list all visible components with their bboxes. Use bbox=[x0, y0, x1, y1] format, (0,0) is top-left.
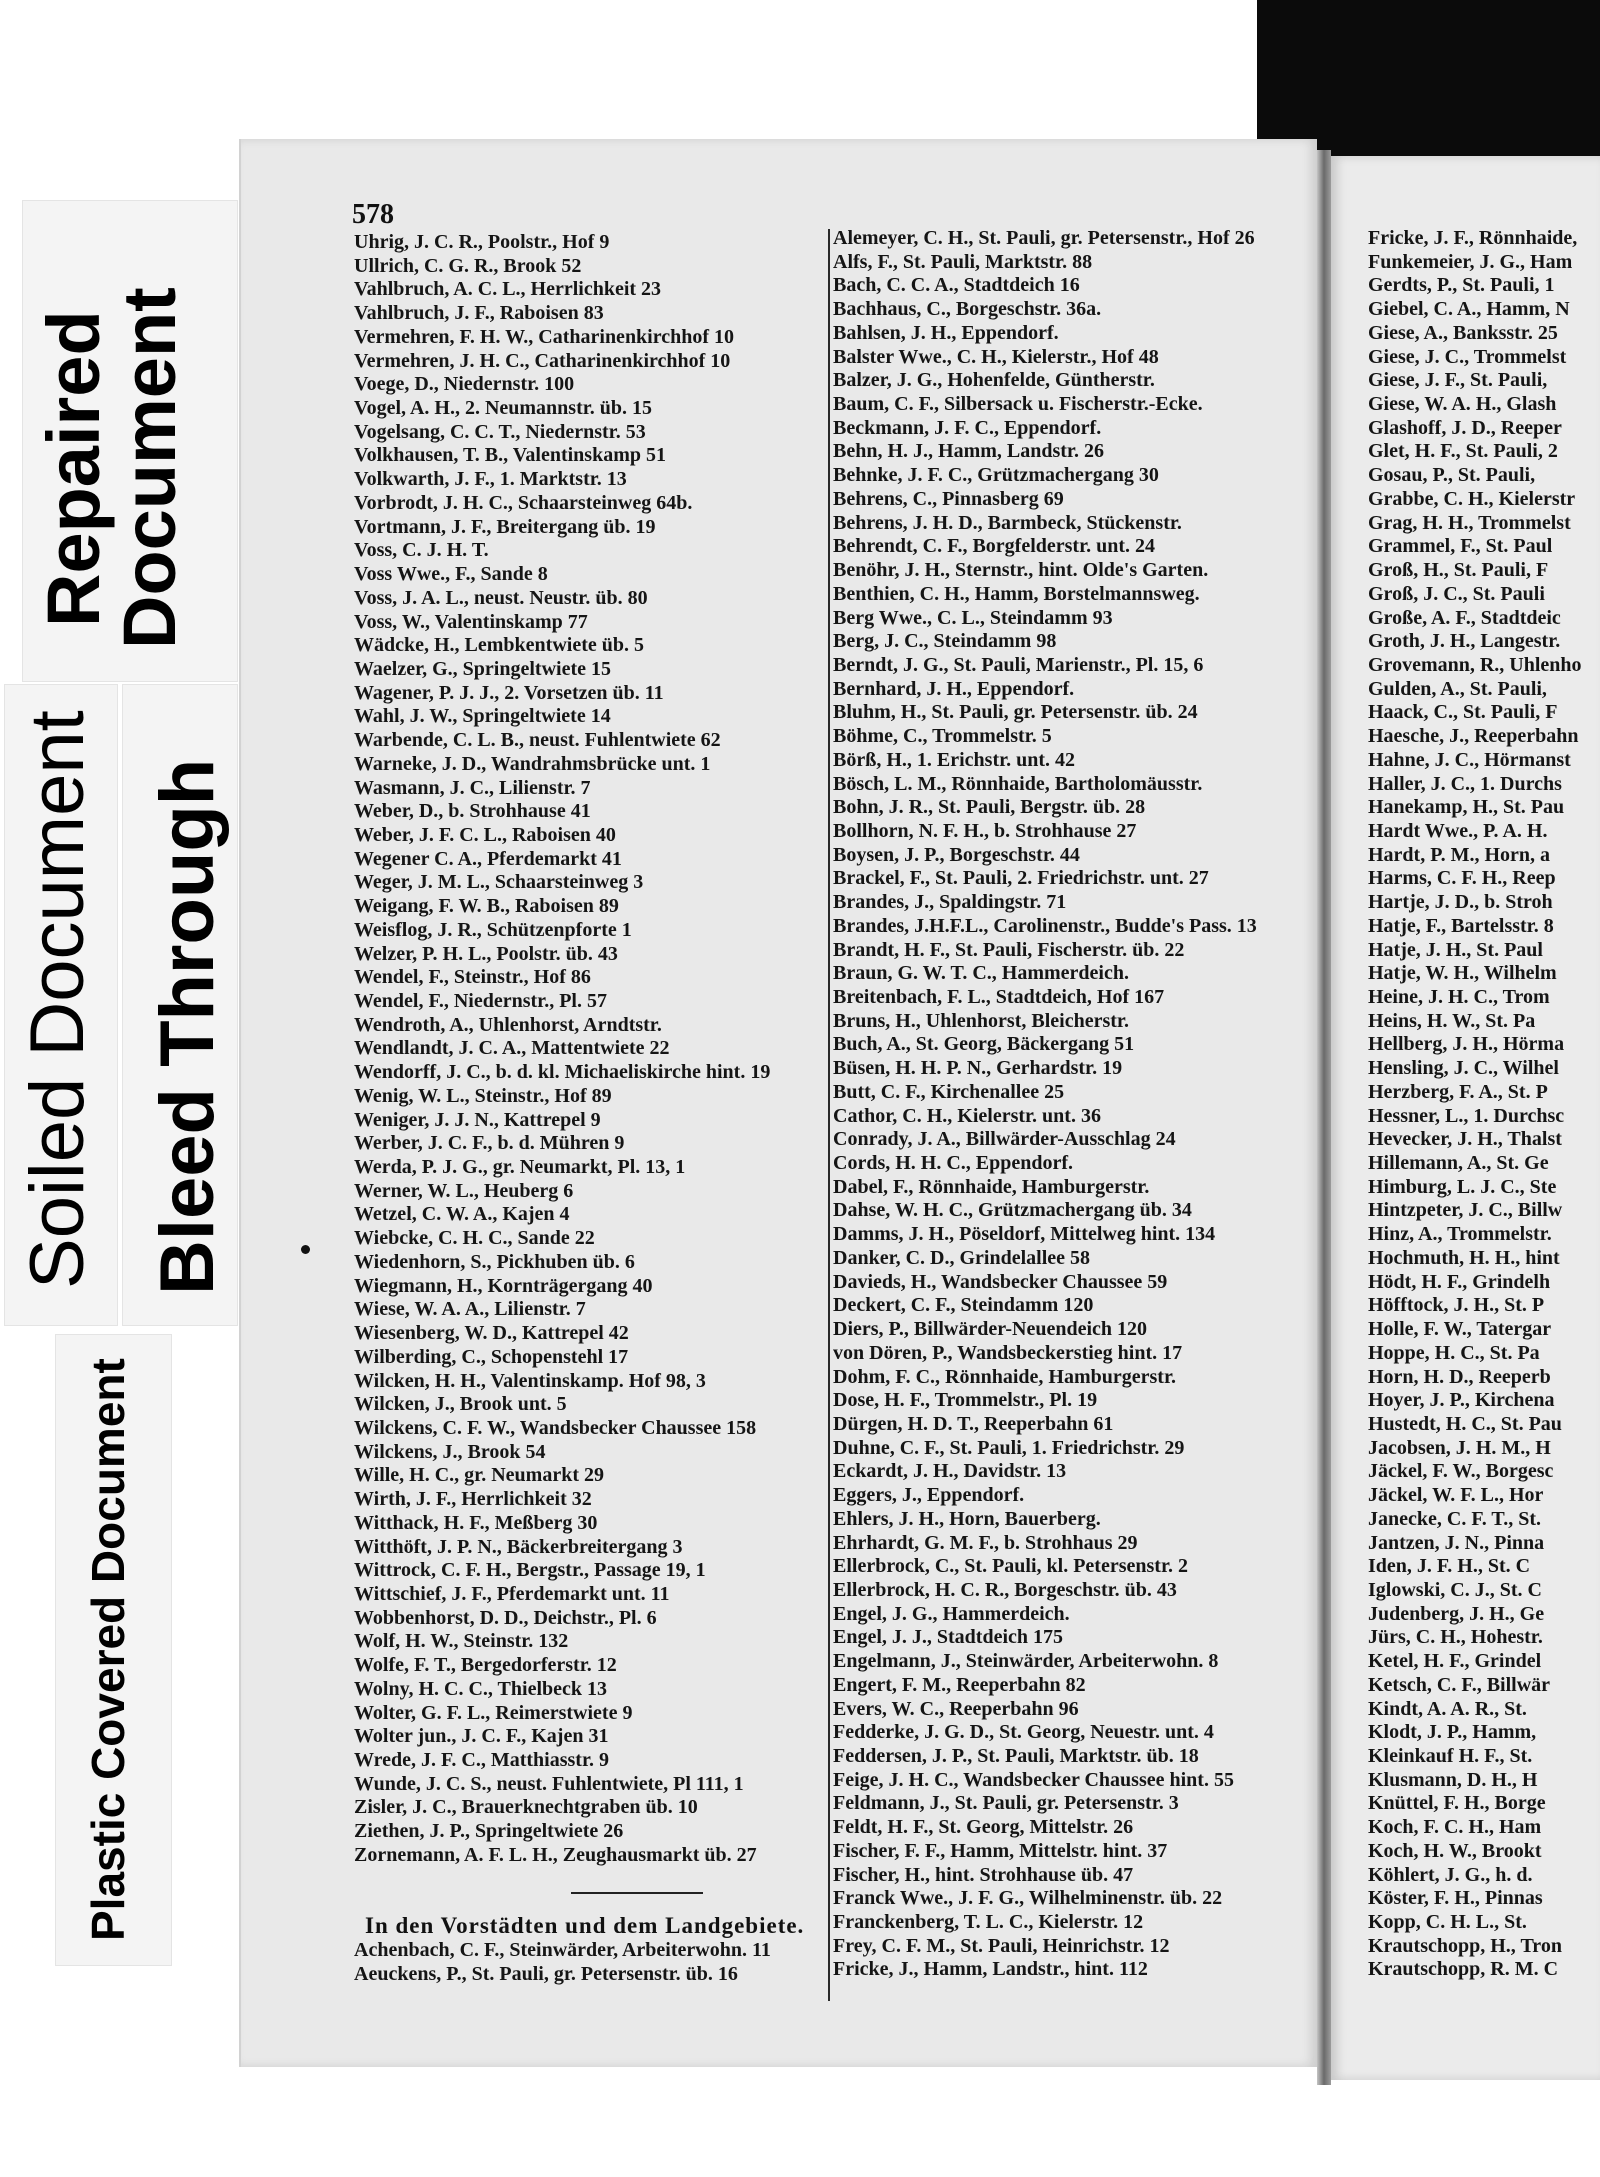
directory-entry: Breitenbach, F. L., Stadtdeich, Hof 167 bbox=[833, 986, 1165, 1008]
directory-entry: Hatje, J. H., St. Paul bbox=[1368, 938, 1543, 961]
directory-entry: Bohn, J. R., St. Pauli, Bergstr. üb. 28 bbox=[833, 796, 1146, 819]
directory-entry: Weisflog, J. R., Schützenpforte 1 bbox=[354, 918, 632, 941]
directory-entry: Vahlbruch, J. F., Raboisen 83 bbox=[354, 302, 604, 325]
section-column bbox=[354, 1939, 826, 1986]
directory-entry: Vorbrodt, J. H. C., Schaarsteinweg 64b. bbox=[354, 491, 693, 514]
directory-entry: Feddersen, J. P., St. Pauli, Marktstr. üb. 18 bbox=[833, 1745, 1199, 1767]
directory-entry: Voege, D., Niedernstr. 100 bbox=[354, 373, 575, 396]
directory-entry: Wendroth, A., Uhlenhorst, Arndtstr. bbox=[354, 1013, 662, 1036]
directory-entry: Jacobsen, J. H. M., H bbox=[1368, 1436, 1551, 1459]
directory-entry: Groß, H., St. Pauli, F bbox=[1368, 559, 1549, 582]
directory-entry: Wahl, J. W., Springeltwiete 14 bbox=[354, 705, 611, 728]
directory-entry: Weger, J. M. L., Schaarsteinweg 3 bbox=[354, 871, 644, 894]
directory-entry: Grag, H. H., Trommelst bbox=[1368, 511, 1571, 534]
directory-entry: Bernhard, J. H., Eppendorf. bbox=[833, 677, 1075, 700]
directory-entry: Fricke, J. F., Rönnhaide, bbox=[1368, 227, 1578, 249]
directory-entry: Wagener, P. J. J., 2. Vorsetzen üb. 11 bbox=[354, 681, 664, 704]
directory-entry: Fischer, F. F., Hamm, Mittelstr. hint. 37 bbox=[833, 1839, 1168, 1862]
directory-entry: Baum, C. F., Silbersack u. Fischerstr.-Ecke. bbox=[833, 393, 1203, 416]
column-divider bbox=[828, 229, 830, 2001]
directory-entry: Behrendt, C. F., Borgfelderstr. unt. 24 bbox=[833, 535, 1156, 558]
directory-entry: Hessner, L., 1. Durchsc bbox=[1368, 1104, 1565, 1127]
directory-entry: Knüttel, F. H., Borge bbox=[1368, 1792, 1546, 1815]
directory-entry: Giese, W. A. H., Glash bbox=[1368, 393, 1557, 416]
directory-entry: Dabel, F., Rönnhaide, Hamburgerstr. bbox=[833, 1175, 1150, 1198]
directory-entry: Brandes, J., Spaldingstr. 71 bbox=[833, 891, 1067, 914]
directory-entry: Boysen, J. P., Borgeschstr. 44 bbox=[833, 843, 1080, 866]
directory-entry: Glet, H. F., St. Pauli, 2 bbox=[1368, 440, 1558, 463]
facing-page bbox=[1331, 156, 1600, 2080]
ink-dot bbox=[301, 1245, 310, 1254]
directory-entry: Jäckel, W. F. L., Hor bbox=[1368, 1484, 1544, 1507]
directory-entry: Wegener C. A., Pferdemarkt 41 bbox=[354, 847, 622, 870]
directory-entry: Giese, A., Banksstr. 25 bbox=[1368, 321, 1558, 344]
directory-entry: Jantzen, J. N., Pinna bbox=[1368, 1531, 1545, 1554]
directory-entry: Wädcke, H., Lembkentwiete üb. 5 bbox=[354, 634, 644, 657]
directory-entry: Cords, H. H. C., Eppendorf. bbox=[833, 1152, 1074, 1175]
directory-entry: Dose, H. F., Trommelstr., Pl. 19 bbox=[833, 1389, 1098, 1412]
directory-entry: Engert, F. M., Reeperbahn 82 bbox=[833, 1673, 1086, 1696]
directory-entry: Engel, J. J., Stadtdeich 175 bbox=[833, 1626, 1064, 1649]
directory-entry: Wilckens, C. F. W., Wandsbecker Chaussee 158 bbox=[354, 1416, 757, 1439]
directory-entry: Bluhm, H., St. Pauli, gr. Petersenstr. üb. 24 bbox=[833, 701, 1198, 724]
directory-entry: Höfftock, J. H., St. P bbox=[1368, 1294, 1545, 1317]
right-column bbox=[833, 227, 1303, 1982]
directory-entry: Vortmann, J. F., Breitergang üb. 19 bbox=[354, 515, 656, 538]
directory-entry: Funkemeier, J. G., Ham bbox=[1368, 250, 1573, 273]
directory-entry: Duhne, C. F., St. Pauli, 1. Friedrichstr. 29 bbox=[833, 1436, 1185, 1459]
directory-entry: Iglowski, C. J., St. C bbox=[1368, 1578, 1542, 1601]
directory-entry: Wendorff, J. C., b. d. kl. Michaeliskirche hint. 19 bbox=[354, 1061, 771, 1084]
directory-entry: Balster Wwe., C. H., Kielerstr., Hof 48 bbox=[833, 345, 1159, 368]
directory-entry: Ellerbrock, H. C. R., Borgeschstr. üb. 43 bbox=[833, 1578, 1177, 1601]
directory-entry: Judenberg, J. H., Ge bbox=[1368, 1602, 1545, 1625]
directory-entry: Wilckens, J., Brook 54 bbox=[354, 1440, 546, 1463]
directory-entry: Iden, J. F. H., St. C bbox=[1368, 1555, 1531, 1578]
directory-entry: Hardt, P. M., Horn, a bbox=[1368, 843, 1551, 866]
directory-entry: Kopp, C. H. L., St. bbox=[1368, 1911, 1527, 1934]
directory-entry: Kleinkauf H. F., St. bbox=[1368, 1745, 1533, 1767]
directory-entry: Berndt, J. G., St. Pauli, Marienstr., Pl. 15, 6 bbox=[833, 653, 1204, 676]
directory-entry: Grammel, F., St. Paul bbox=[1368, 535, 1553, 558]
directory-entry: Volkwarth, J. F., 1. Marktstr. 13 bbox=[354, 468, 627, 491]
directory-entry: Giese, J. C., Trommelst bbox=[1368, 345, 1567, 368]
label-bleed-through: Bleed Through bbox=[145, 758, 230, 1296]
directory-entry: Gulden, A., St. Pauli, bbox=[1368, 677, 1547, 700]
directory-entry: Haller, J. C., 1. Durchs bbox=[1368, 772, 1562, 795]
directory-entry: Wolter jun., J. C. F., Kajen 31 bbox=[354, 1725, 609, 1748]
directory-entry: Köster, F. H., Pinnas bbox=[1368, 1887, 1543, 1910]
directory-entry: Vogelsang, C. C. T., Niedernstr. 53 bbox=[354, 420, 646, 443]
directory-entry: Behn, H. J., Hamm, Landstr. 26 bbox=[833, 440, 1104, 463]
directory-entry: Wendel, F., Niedernstr., Pl. 57 bbox=[354, 990, 607, 1012]
directory-entry: Feige, J. H. C., Wandsbecker Chaussee hint. 55 bbox=[833, 1768, 1234, 1791]
directory-entry: Große, A. F., Stadtdeic bbox=[1368, 606, 1561, 629]
directory-entry: Volkhausen, T. B., Valentinskamp 51 bbox=[354, 444, 666, 467]
directory-entry: Deckert, C. F., Steindamm 120 bbox=[833, 1294, 1094, 1317]
directory-entry: Vermehren, J. H. C., Catharinenkirchhof 10 bbox=[354, 349, 731, 372]
directory-entry: Wiebcke, C. H. C., Sande 22 bbox=[354, 1227, 595, 1250]
directory-entry: Groß, J. C., St. Pauli bbox=[1368, 582, 1545, 605]
directory-entry: Bruns, H., Uhlenhorst, Bleicherstr. bbox=[833, 1009, 1129, 1032]
directory-entry: Bösch, L. M., Rönnhaide, Bartholomäusstr. bbox=[833, 772, 1203, 795]
directory-entry: Witthack, H. F., Meßberg 30 bbox=[354, 1511, 598, 1534]
directory-entry: Engelmann, J., Steinwärder, Arbeiterwohn. 8 bbox=[833, 1650, 1219, 1673]
directory-entry: Damms, J. H., Pöseldorf, Mittelweg hint. 134 bbox=[833, 1223, 1216, 1246]
directory-entry: Feldt, H. F., St. Georg, Mittelstr. 26 bbox=[833, 1816, 1134, 1839]
directory-entry: Giese, J. F., St. Pauli, bbox=[1368, 369, 1548, 392]
directory-entry: Aeuckens, P., St. Pauli, gr. Petersenstr. üb. 16 bbox=[354, 1962, 738, 1985]
directory-entry: Grovemann, R., Uhlenho bbox=[1368, 653, 1582, 676]
directory-entry: Hoyer, J. P., Kirchena bbox=[1368, 1389, 1555, 1412]
directory-entry: Haack, C., St. Pauli, F bbox=[1368, 701, 1558, 724]
directory-entry: Bachhaus, C., Borgeschstr. 36a. bbox=[833, 298, 1102, 321]
directory-entry: Weber, J. F. C. L., Raboisen 40 bbox=[354, 823, 616, 846]
directory-entry: Holle, F. W., Tatergar bbox=[1368, 1318, 1552, 1341]
directory-entry: Wilberding, C., Schopenstehl 17 bbox=[354, 1345, 629, 1368]
directory-entry: Balzer, J. G., Hohenfelde, Güntherstr. bbox=[833, 369, 1155, 392]
directory-entry: Franckenberg, T. L. C., Kielerstr. 12 bbox=[833, 1911, 1144, 1934]
directory-entry: Diers, P., Billwärder-Neuendeich 120 bbox=[833, 1318, 1148, 1341]
directory-entry: Warbende, C. L. B., neust. Fuhlentwiete 62 bbox=[354, 729, 721, 752]
directory-entry: Alfs, F., St. Pauli, Marktstr. 88 bbox=[833, 250, 1093, 273]
directory-entry: Ullrich, C. G. R., Brook 52 bbox=[354, 254, 582, 277]
directory-entry: Klusmann, D. H., H bbox=[1368, 1768, 1538, 1791]
directory-entry: Himburg, L. J. C., Ste bbox=[1368, 1175, 1557, 1198]
scanner-background bbox=[1257, 0, 1600, 156]
directory-entry: Eggers, J., Eppendorf. bbox=[833, 1484, 1025, 1507]
directory-entry: Wunde, J. C. S., neust. Fuhlentwiete, Pl 111, 1 bbox=[354, 1772, 744, 1795]
directory-entry: Danker, C. D., Grindelallee 58 bbox=[833, 1246, 1091, 1269]
directory-entry: Fedderke, J. G. D., St. Georg, Neuestr. unt. 4 bbox=[833, 1721, 1214, 1744]
directory-entry: Hintzpeter, J. C., Billw bbox=[1368, 1199, 1563, 1222]
directory-entry: Klodt, J. P., Hamm, bbox=[1368, 1721, 1537, 1744]
directory-entry: Braun, G. W. T. C., Hammerdeich. bbox=[833, 962, 1129, 985]
label-soiled-document: Soiled Document bbox=[15, 710, 100, 1290]
directory-entry: Warneke, J. D., Wandrahmsbrücke unt. 1 bbox=[354, 752, 711, 775]
directory-entry: Hanekamp, H., St. Pau bbox=[1368, 796, 1565, 819]
directory-entry: Dohm, F. C., Rönnhaide, Hamburgerstr. bbox=[833, 1365, 1176, 1388]
directory-entry: Weniger, J. J. N., Kattrepel 9 bbox=[354, 1108, 601, 1131]
directory-entry: Buch, A., St. Georg, Bäckergang 51 bbox=[833, 1033, 1135, 1056]
directory-entry: Köhlert, J. G., h. d. bbox=[1368, 1863, 1533, 1886]
directory-entry: Vahlbruch, A. C. L., Herrlichkeit 23 bbox=[354, 278, 662, 301]
directory-entry: Evers, W. C., Reeperbahn 96 bbox=[833, 1697, 1079, 1720]
directory-entry: Ketsch, C. F., Billwär bbox=[1368, 1673, 1551, 1696]
directory-entry: Wasmann, J. C., Lilienstr. 7 bbox=[354, 776, 591, 799]
directory-entry: Hartje, J. D., b. Stroh bbox=[1368, 891, 1553, 914]
directory-entry: Werber, J. C. F., b. d. Mühren 9 bbox=[354, 1132, 625, 1155]
directory-entry: Gosau, P., St. Pauli, bbox=[1368, 464, 1536, 487]
directory-entry: Koch, H. W., Brookt bbox=[1368, 1839, 1542, 1862]
directory-entry: Dürgen, H. D. T., Reeperbahn 61 bbox=[833, 1412, 1114, 1435]
directory-entry: Wiese, W. A. A., Lilienstr. 7 bbox=[354, 1298, 586, 1321]
directory-entry: Horn, H. D., Reeperb bbox=[1368, 1365, 1551, 1388]
directory-entry: Feldmann, J., St. Pauli, gr. Petersenstr. 3 bbox=[833, 1792, 1179, 1815]
page-gutter bbox=[1317, 150, 1331, 2085]
directory-entry: Wobbenhorst, D. D., Deichstr., Pl. 6 bbox=[354, 1606, 657, 1629]
directory-entry: Weber, D., b. Strohhause 41 bbox=[354, 800, 591, 823]
directory-entry: Ehrhardt, G. M. F., b. Strohhaus 29 bbox=[833, 1531, 1138, 1554]
label-plastic-covered-document: Plastic Covered Document bbox=[82, 1358, 134, 1942]
directory-entry: Wolny, H. C. C., Thielbeck 13 bbox=[354, 1677, 608, 1700]
directory-entry: Wiedenhorn, S., Pickhuben üb. 6 bbox=[354, 1250, 635, 1273]
directory-entry: Brackel, F., St. Pauli, 2. Friedrichstr. unt. 27 bbox=[833, 867, 1209, 890]
directory-entry: Wirth, J. F., Herrlichkeit 32 bbox=[354, 1488, 592, 1511]
directory-entry: Engel, J. G., Hammerdeich. bbox=[833, 1602, 1070, 1625]
directory-entry: Hatje, F., Bartelsstr. 8 bbox=[1368, 914, 1554, 937]
directory-entry: Wilcken, J., Brook unt. 5 bbox=[354, 1393, 567, 1416]
directory-entry: Heine, J. H. C., Trom bbox=[1368, 986, 1550, 1008]
directory-entry: Hödt, H. F., Grindelh bbox=[1368, 1270, 1551, 1293]
directory-entry: Conrady, J. A., Billwärder-Ausschlag 24 bbox=[833, 1128, 1176, 1151]
directory-entry: Wenig, W. L., Steinstr., Hof 89 bbox=[354, 1084, 612, 1107]
directory-entry: Büsen, H. H. P. N., Gerhardstr. 19 bbox=[833, 1057, 1123, 1080]
directory-entry: Vogel, A. H., 2. Neumannstr. üb. 15 bbox=[354, 397, 653, 420]
directory-entry: Benöhr, J. H., Sternstr., hint. Olde's Garten. bbox=[833, 559, 1209, 582]
directory-entry: Welzer, P. H. L., Poolstr. üb. 43 bbox=[354, 942, 618, 965]
directory-entry: Butt, C. F., Kirchenallee 25 bbox=[833, 1080, 1065, 1103]
directory-entry: Wittschief, J. F., Pferdemarkt unt. 11 bbox=[354, 1582, 670, 1605]
directory-entry: Krautschopp, H., Tron bbox=[1368, 1934, 1562, 1957]
directory-entry: Berg, J. C., Steindamm 98 bbox=[833, 630, 1057, 653]
directory-entry: Grabbe, C. H., Kielerstr bbox=[1368, 487, 1576, 510]
directory-entry: Voss, W., Valentinskamp 77 bbox=[354, 610, 588, 633]
directory-entry: Groth, J. H., Langestr. bbox=[1368, 630, 1561, 653]
label-repaired-document: Repaired Document bbox=[32, 287, 191, 650]
directory-entry: Gerdts, P., St. Pauli, 1 bbox=[1368, 274, 1555, 297]
directory-entry: Wiesenberg, W. D., Kattrepel 42 bbox=[354, 1322, 629, 1345]
directory-entry: Bahlsen, J. H., Eppendorf. bbox=[833, 321, 1059, 344]
section-rule bbox=[571, 1892, 703, 1894]
directory-entry: Heins, H. W., St. Pa bbox=[1368, 1009, 1536, 1032]
directory-entry: Wille, H. C., gr. Neumarkt 29 bbox=[354, 1464, 604, 1487]
directory-entry: Werda, P. J. G., gr. Neumarkt, Pl. 13, 1 bbox=[354, 1156, 686, 1179]
directory-entry: Witthöft, J. P. N., Bäckerbreitergang 3 bbox=[354, 1535, 683, 1558]
directory-entry: Janecke, C. F. T., St. bbox=[1368, 1507, 1541, 1530]
directory-entry: Wetzel, C. W. A., Kajen 4 bbox=[354, 1203, 570, 1226]
directory-entry: Hoppe, H. C., St. Pa bbox=[1368, 1341, 1540, 1364]
directory-entry: Krautschopp, R. M. C bbox=[1368, 1958, 1559, 1981]
directory-entry: Hardt Wwe., P. A. H. bbox=[1368, 819, 1548, 842]
directory-entry: Fischer, H., hint. Strohhause üb. 47 bbox=[833, 1863, 1134, 1886]
directory-entry: Beckmann, J. F. C., Eppendorf. bbox=[833, 416, 1102, 439]
directory-entry: Wolf, H. W., Steinstr. 132 bbox=[354, 1630, 569, 1653]
directory-entry: Ketel, H. F., Grindel bbox=[1368, 1650, 1542, 1673]
directory-entry: Wendlandt, J. C. A., Mattentwiete 22 bbox=[354, 1037, 670, 1060]
directory-entry: Haesche, J., Reeperbahn bbox=[1368, 725, 1579, 748]
left-column bbox=[354, 231, 826, 1868]
directory-entry: Weigang, F. W. B., Raboisen 89 bbox=[354, 895, 619, 918]
directory-entry: Hochmuth, H. H., hint bbox=[1368, 1246, 1560, 1269]
directory-entry: Wiegmann, H., Kornträgergang 40 bbox=[354, 1274, 653, 1297]
directory-entry: Harms, C. F. H., Reep bbox=[1368, 867, 1556, 890]
directory-entry: Voss, C. J. H. T. bbox=[354, 539, 489, 562]
directory-entry: Jäckel, F. W., Borgesc bbox=[1368, 1460, 1554, 1483]
directory-entry: Achenbach, C. F., Steinwärder, Arbeiterwohn. 11 bbox=[354, 1939, 771, 1961]
directory-entry: Hensling, J. C., Wilhel bbox=[1368, 1057, 1559, 1080]
directory-entry: Ziethen, J. P., Springeltwiete 26 bbox=[354, 1820, 624, 1843]
directory-entry: Zornemann, A. F. L. H., Zeughausmarkt üb. 27 bbox=[354, 1843, 757, 1866]
directory-entry: Wilcken, H. H., Valentinskamp. Hof 98, 3 bbox=[354, 1369, 706, 1392]
directory-entry: Hevecker, J. H., Thalst bbox=[1368, 1128, 1562, 1151]
directory-entry: Hinz, A., Trommelstr. bbox=[1368, 1223, 1552, 1246]
directory-entry: Hatje, W. H., Wilhelm bbox=[1368, 962, 1557, 985]
directory-entry: Ellerbrock, C., St. Pauli, kl. Petersenstr. 2 bbox=[833, 1555, 1188, 1578]
directory-entry: Davieds, H., Wandsbecker Chaussee 59 bbox=[833, 1270, 1168, 1293]
directory-entry: Behnke, J. F. C., Grützmachergang 30 bbox=[833, 464, 1159, 487]
directory-entry: Benthien, C. H., Hamm, Borstelmannsweg. bbox=[833, 582, 1200, 605]
directory-entry: Hillemann, A., St. Ge bbox=[1368, 1152, 1549, 1175]
directory-entry: Brandt, H. F., St. Pauli, Fischerstr. üb. 22 bbox=[833, 938, 1185, 961]
directory-entry: Wolter, G. F. L., Reimerstwiete 9 bbox=[354, 1701, 633, 1724]
page-number: 578 bbox=[352, 199, 394, 230]
directory-entry: Dahse, W. H. C., Grützmachergang üb. 34 bbox=[833, 1199, 1192, 1222]
directory-entry: Börß, H., 1. Erichstr. unt. 42 bbox=[833, 748, 1076, 771]
directory-entry: Vermehren, F. H. W., Catharinenkirchhof 10 bbox=[354, 325, 735, 348]
facing-page-column bbox=[1368, 227, 1600, 1982]
section-heading: In den Vorstädten und dem Landgebiete. bbox=[365, 1913, 805, 1938]
directory-entry: Hustedt, H. C., St. Pau bbox=[1368, 1412, 1562, 1435]
directory-entry: Jürs, C. H., Hohestr. bbox=[1368, 1626, 1543, 1649]
directory-entry: Bach, C. C. A., Stadtdeich 16 bbox=[833, 274, 1080, 297]
directory-entry: Eckardt, J. H., Davidstr. 13 bbox=[833, 1460, 1067, 1483]
directory-entry: Cathor, C. H., Kielerstr. unt. 36 bbox=[833, 1104, 1101, 1127]
directory-entry: Behrens, J. H. D., Barmbeck, Stückenstr. bbox=[833, 511, 1182, 534]
directory-entry: Alemeyer, C. H., St. Pauli, gr. Petersenstr., Hof 26 bbox=[833, 227, 1255, 249]
directory-entry: Brandes, J.H.F.L., Carolinenstr., Budde's Pass. 13 bbox=[833, 914, 1257, 937]
directory-entry: Glashoff, J. D., Reeper bbox=[1368, 416, 1562, 439]
directory-entry: Hellberg, J. H., Hörma bbox=[1368, 1033, 1565, 1056]
directory-entry: Giebel, C. A., Hamm, N bbox=[1368, 298, 1570, 321]
directory-entry: Franck Wwe., J. F. G., Wilhelminenstr. üb. 22 bbox=[833, 1887, 1223, 1910]
directory-entry: Berg Wwe., C. L., Steindamm 93 bbox=[833, 606, 1113, 629]
directory-entry: Böhme, C., Trommelstr. 5 bbox=[833, 725, 1052, 748]
directory-entry: Hahne, J. C., Hörmanst bbox=[1368, 748, 1571, 771]
directory-entry: Kindt, A. A. R., St. bbox=[1368, 1697, 1527, 1720]
directory-entry: Voss, J. A. L., neust. Neustr. üb. 80 bbox=[354, 586, 648, 609]
directory-entry: Voss Wwe., F., Sande 8 bbox=[354, 563, 548, 586]
directory-entry: Wittrock, C. F. H., Bergstr., Passage 19, 1 bbox=[354, 1559, 706, 1582]
directory-entry: Wolfe, F. T., Bergedorferstr. 12 bbox=[354, 1654, 617, 1677]
directory-entry: Herzberg, F. A., St. P bbox=[1368, 1080, 1548, 1103]
directory-entry: Uhrig, J. C. R., Poolstr., Hof 9 bbox=[354, 231, 610, 253]
directory-entry: Zisler, J. C., Brauerknechtgraben üb. 10 bbox=[354, 1796, 698, 1819]
directory-entry: Ehlers, J. H., Horn, Bauerberg. bbox=[833, 1507, 1101, 1530]
directory-page bbox=[239, 139, 1317, 2067]
directory-entry: Behrens, C., Pinnasberg 69 bbox=[833, 487, 1064, 510]
directory-entry: Frey, C. F. M., St. Pauli, Heinrichstr. 12 bbox=[833, 1934, 1170, 1957]
directory-entry: Waelzer, G., Springeltwiete 15 bbox=[354, 657, 611, 680]
directory-entry: von Dören, P., Wandsbeckerstieg hint. 17 bbox=[833, 1341, 1183, 1364]
directory-entry: Wendel, F., Steinstr., Hof 86 bbox=[354, 966, 591, 989]
directory-entry: Fricke, J., Hamm, Landstr., hint. 112 bbox=[833, 1958, 1148, 1981]
directory-entry: Bollhorn, N. F. H., b. Strohhause 27 bbox=[833, 819, 1137, 842]
directory-entry: Werner, W. L., Heuberg 6 bbox=[354, 1179, 574, 1202]
directory-entry: Koch, F. C. H., Ham bbox=[1368, 1816, 1542, 1839]
directory-entry: Wrede, J. F. C., Matthiasstr. 9 bbox=[354, 1749, 609, 1771]
